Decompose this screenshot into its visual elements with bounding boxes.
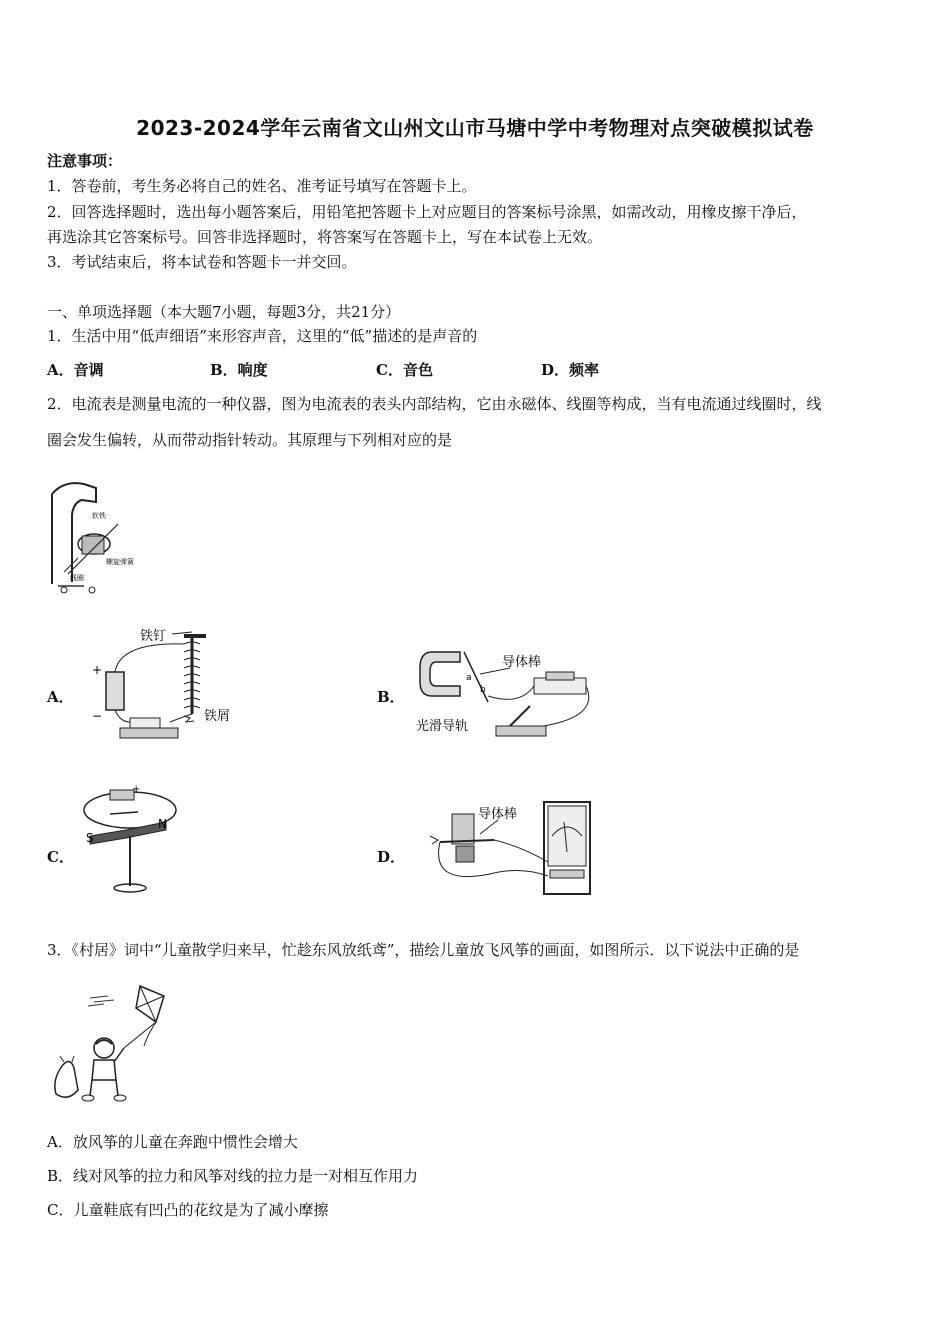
q2-option-b-figure bbox=[410, 646, 610, 746]
question-2-stem: 2．电流表是测量电流的一种仪器，图为电流表的表头内部结构，它由永磁体、线圈等构成，当有电流通过线圈时，线 bbox=[47, 395, 822, 413]
label-n: N bbox=[158, 817, 167, 831]
question-2-stem: 圈会发生偏转，从而带动指针转动。其原理与下列相对应的是 bbox=[47, 431, 453, 449]
label-coil: 线圈 bbox=[70, 574, 84, 582]
q2-option-c-figure bbox=[80, 780, 190, 900]
notice-heading: 注意事项： bbox=[47, 152, 123, 170]
q3-option-c: C．儿童鞋底有凹凸的花纹是为了减小摩擦 bbox=[47, 1201, 329, 1219]
q1-option-b: B．响度 bbox=[210, 361, 268, 379]
q2-option-a-label: A． bbox=[47, 688, 74, 706]
label-minus: − bbox=[92, 709, 103, 723]
kite-boy-figure bbox=[44, 982, 174, 1108]
notice-item: 2．回答选择题时，选出每小题答案后，用铅笔把答题卡上对应题目的答案标号涂黑，如需改动，用橡皮擦干净后， bbox=[47, 203, 807, 221]
label-s: S bbox=[86, 831, 94, 845]
question-3-stem: 3．《村居》词中“儿童散学归来早，忙趁东风放纸鸢”，描绘儿童放飞风筝的画面，如图所示．以下说法中正确的是 bbox=[47, 941, 800, 959]
label-a: a bbox=[466, 673, 472, 683]
label-plus-c: + bbox=[132, 784, 141, 795]
label-b: b bbox=[480, 685, 486, 695]
section-heading: 一、单项选择题（本大题7小题，每题3分，共21分） bbox=[47, 303, 401, 321]
notice-item: 3．考试结束后，将本试卷和答题卡一并交回。 bbox=[47, 253, 357, 271]
q3-option-a: A．放风筝的儿童在奔跑中惯性会增大 bbox=[47, 1133, 298, 1151]
label-spring: 螺旋弹簧 bbox=[106, 558, 134, 566]
label-conductor-rod: 导体棒 bbox=[502, 655, 542, 670]
label-iron-filings: 铁屑 bbox=[204, 709, 231, 724]
q2-option-c-label: C． bbox=[47, 848, 74, 866]
q3-option-b: B．线对风筝的拉力和风筝对线的拉力是一对相互作用力 bbox=[47, 1167, 419, 1185]
question-1-stem: 1．生活中用“低声细语”来形容声音，这里的“低”描述的是声音的 bbox=[47, 327, 478, 345]
q1-option-d: D．频率 bbox=[541, 361, 600, 379]
q2-option-d-label: D． bbox=[377, 848, 406, 866]
label-conductor-rod-d: 导体棒 bbox=[478, 807, 518, 822]
q2-option-d-figure bbox=[410, 796, 600, 906]
q1-option-c: C．音色 bbox=[376, 361, 433, 379]
label-iron-nail: 铁钉 bbox=[140, 629, 167, 644]
q2-option-b-label: B． bbox=[377, 688, 405, 706]
q1-option-a: A．音调 bbox=[47, 361, 104, 379]
page-title: 2023-2024学年云南省文山州文山市马塘中学中考物理对点突破模拟试卷 bbox=[136, 116, 814, 140]
label-plus: + bbox=[92, 663, 103, 677]
label-soft-iron: 软铁 bbox=[92, 512, 106, 520]
q2-option-a-figure bbox=[80, 622, 260, 748]
ammeter-structure-figure bbox=[44, 474, 156, 596]
notice-item: 1．答卷前，考生务必将自己的姓名、准考证号填写在答题卡上。 bbox=[47, 177, 477, 195]
label-smooth-rail: 光滑导轨 bbox=[416, 719, 469, 734]
notice-item: 再选涂其它答案标号。回答非选择题时，将答案写在答题卡上，写在本试卷上无效。 bbox=[47, 228, 603, 246]
